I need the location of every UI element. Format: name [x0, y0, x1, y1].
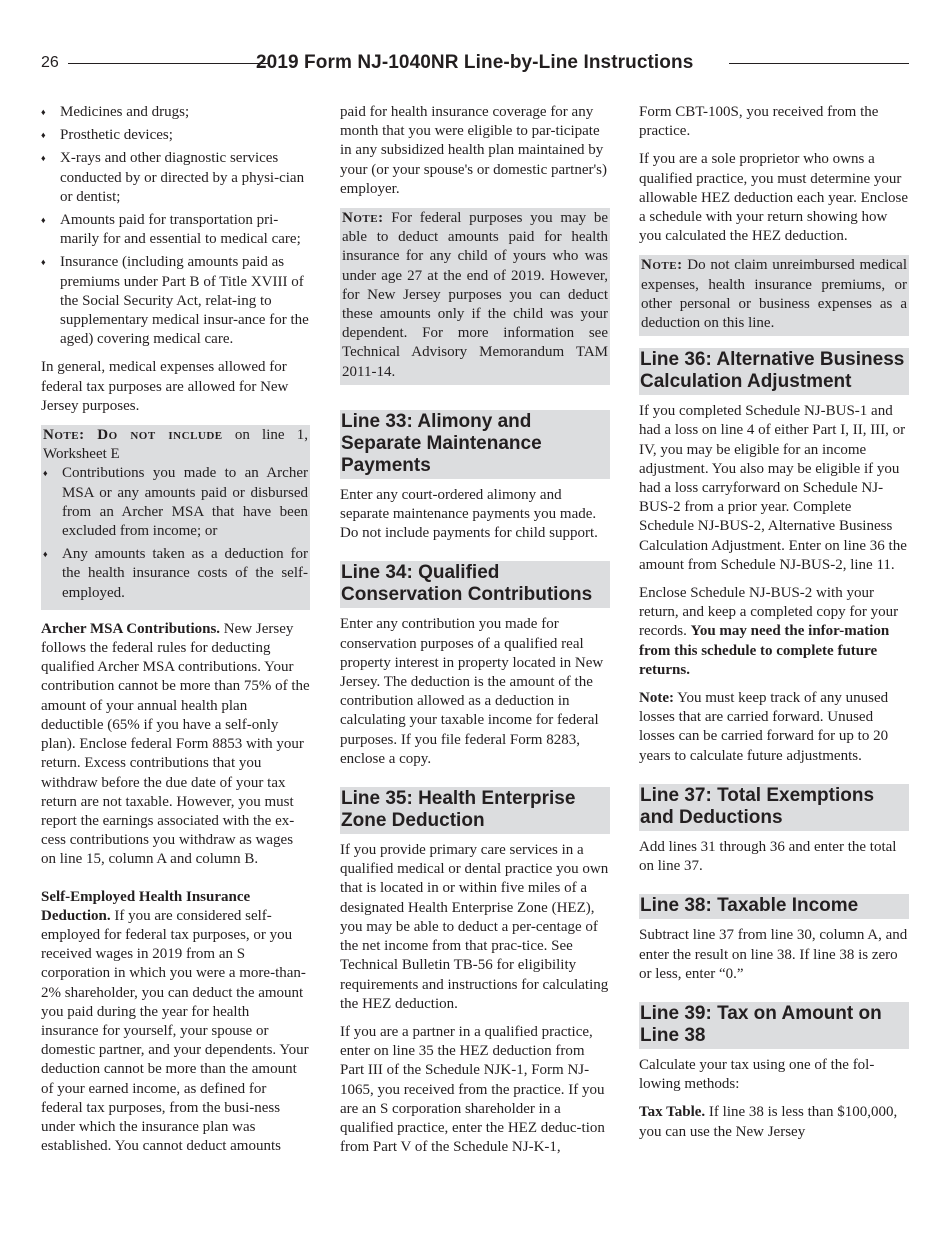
line-38-text: Subtract line 37 from line 30, column A, and enter the result on line 38. If line 38 is zero or less, enter “0.” — [639, 927, 908, 982]
page-title: 2019 Form NJ-1040NR Line-by-Line Instructions — [256, 52, 694, 73]
page-header — [41, 52, 909, 78]
sole-proprietor-paragraph: If you are a sole proprietor who owns a qualified practice, you must determine your allowable HEZ deduction each year. Enclose a schedule with your return showing how you calculated the HEZ deduction. — [639, 151, 909, 245]
archer-msa-label: Archer MSA Contributions. — [41, 620, 221, 637]
column-2 — [340, 103, 610, 1166]
line-37-heading: Line 37: Total Exemptions and Deductions — [639, 784, 909, 831]
note-label: Note: — [641, 257, 683, 274]
line-36-text-2-bold: You may need the infor-mation from this schedule to complete future returns. — [639, 623, 890, 678]
note-text: on line 1, Worksheet E — [43, 427, 309, 463]
line-35-heading: Line 35: Health Enterprise Zone Deduction — [340, 787, 610, 834]
self-employed-text: If you are considered self-employed for federal tax purposes, or you received wages in 2019 from an S corporation in which you were a more-than-2% shareholder, you can deduct the amount you paid during the year for health insurance for yourself, your spouse or domestic partner, and your dependents. Your deduction cannot be more than the amount of your earned income, as defined for federal tax purposes, from the busi-ness under which the insurance plan was established. You cannot deduct amounts — [41, 907, 309, 1155]
continued-paragraph: Form CBT-100S, you received from the practice. — [639, 104, 879, 140]
line-35-text-2: If you are a partner in a qualified practice, enter on line 35 the HEZ deduction from Part III of the Schedule NJK-1, Form NJ-1065, you received from the practice. If you are an S corporation shareholder in a qualified practice, enter the HEZ deduc-tion from Part V of the Schedule NJ-K-1, — [340, 1023, 605, 1156]
line-38-heading: Line 38: Taxable Income — [639, 894, 909, 919]
line-36-text-1: If you completed Schedule NJ-BUS-1 and had a loss on line 4 of either Part I, II, III, or IV, you may be eligible for an income adjustment. You also may be eligible if you had a loss carryforward on Schedule NJ-BUS-2 from a prior year. Complete Schedule NJ-BUS-2, Alternative Business Calculation Adjustment. Enter on line 36 the amount from Schedule NJ-BUS-2, line 11. — [639, 403, 907, 573]
note-box — [639, 255, 909, 336]
medical-expense-list — [41, 103, 310, 349]
line-39-heading: Line 39: Tax on Amount on Line 38 — [639, 1002, 909, 1049]
list-item: ♦ Medicines and drugs; — [41, 103, 310, 122]
line-36-heading: Line 36: Alternative Business Calculation Adjustment — [639, 348, 909, 395]
page-number: 26 — [41, 54, 59, 71]
line-36-note-text: You must keep track of any unused losses that are carried forward. Unused losses can be carried forward for up to 20 years to calculate future adjustments. — [639, 690, 889, 764]
list-item: ♦ Prosthetic devices; — [41, 126, 310, 145]
note-paragraph — [641, 256, 907, 333]
archer-msa-text: New Jersey follows the federal rules for deducting qualified Archer MSA contributions. Your contribution cannot be more than 75% of the amount of your annual health plan deductible (65% if you have a self-only plan). Enclose federal Form 8853 with your return. Excess contributions that you withdraw before the due date of your tax return are not taxable. However, you must report the earnings associated with the ex-cess contributions you withdraw as wages on line 15, column A and column B. — [41, 620, 310, 868]
note-paragraph — [342, 209, 608, 382]
column-1 — [41, 103, 310, 1165]
list-item: ♦ Any amounts taken as a deduction for the health insurance costs of the self-employed. — [43, 545, 308, 603]
general-paragraph: In general, medical expenses allowed for federal tax purposes are allowed for New Jersey purposes. — [41, 359, 289, 414]
self-employed-paragraph — [41, 888, 310, 1157]
note-label: Note: Do not include — [43, 427, 223, 444]
line-36-text-2-plain: Enclose Schedule NJ-BUS-2 with your return, and keep a completed copy for your records. — [639, 585, 899, 640]
note-box — [41, 425, 310, 610]
line-33-heading: Line 33: Alimony and Separate Maintenance Payments — [340, 410, 610, 479]
list-item: ♦ X-rays and other diagnostic services conducted by or directed by a physi-cian or dentist; — [41, 149, 310, 207]
note-text: For federal purposes you may be able to deduct amounts paid for health insurance for any child of yours who was under age 27 at the end of 2019. However, for New Jersey purposes you can deduct these amounts only if the child was your dependent. For more information see Technical Advisory Memorandum TAM 2011-14. — [342, 210, 608, 380]
line-34-heading: Line 34: Qualified Conservation Contributions — [340, 561, 610, 608]
note-box — [340, 208, 610, 385]
line-33-text: Enter any court-ordered alimony and separate maintenance payments you made. Do not include payments for child support. — [340, 486, 598, 542]
note-paragraph — [43, 426, 308, 464]
tax-table-label: Tax Table. — [639, 1104, 706, 1121]
list-item: ♦ Amounts paid for transportation pri-marily for and essential to medical care; — [41, 211, 310, 249]
note-text: Do not claim unreimbursed medical expenses, health insurance premiums, or other personal or business expenses as a deduction on this line. — [641, 257, 907, 332]
line-35-text-1: If you provide primary care services in a qualified medical or dental practice you own that is located in or within five miles of a designated Health Enterprise Zone (HEZ), you may be able to deduct a per-centage of the net income from that prac-tice. See Technical Bulletin TB-56 for eligibility requirements and instructions for calculating the HEZ deduction. — [340, 842, 609, 1012]
tax-table-text: If line 38 is less than $100,000, you can use the New Jersey — [639, 1104, 898, 1140]
self-employed-label: Self-Employed Health Insurance Deduction. — [41, 888, 251, 924]
header-rule-left — [68, 63, 268, 64]
line-34-text: Enter any contribution you made for conservation purposes of a qualified real property interest in property located in New Jersey. The deduction is the amount of the contribution allowed as a deduction in calculating your taxable income for federal purposes. If you file federal Form 8283, enclose a copy. — [340, 616, 604, 767]
column-3 — [639, 103, 909, 1151]
line-36-text-2 — [639, 584, 909, 680]
continued-paragraph: paid for health insurance coverage for any month that you were eligible to par-ticipate in any subsidized health plan maintained by your (or your spouse's or domestic partner's) employer. — [340, 104, 608, 197]
list-item: ♦ Contributions you made to an Archer MSA or any amounts paid or disbursed from an Archer MSA that have been excluded from income; or — [43, 464, 308, 541]
archer-msa-paragraph — [41, 620, 310, 870]
note-label: Note: — [342, 210, 384, 227]
list-item: ♦ Insurance (including amounts paid as premiums under Part B of Title XVIII of the Social Security Act, relat-ing to supplementary medical insur-ance for the aged) covering medical care. — [41, 253, 310, 349]
line-36-note — [639, 689, 909, 766]
line-36-note-label: Note: — [639, 690, 674, 707]
tax-table-paragraph — [639, 1103, 909, 1141]
line-39-text: Calculate your tax using one of the fol-lowing methods: — [639, 1056, 875, 1093]
note-list — [43, 464, 308, 602]
line-37-text: Add lines 31 through 36 and enter the total on line 37. — [639, 838, 897, 875]
header-rule-right — [729, 63, 909, 64]
